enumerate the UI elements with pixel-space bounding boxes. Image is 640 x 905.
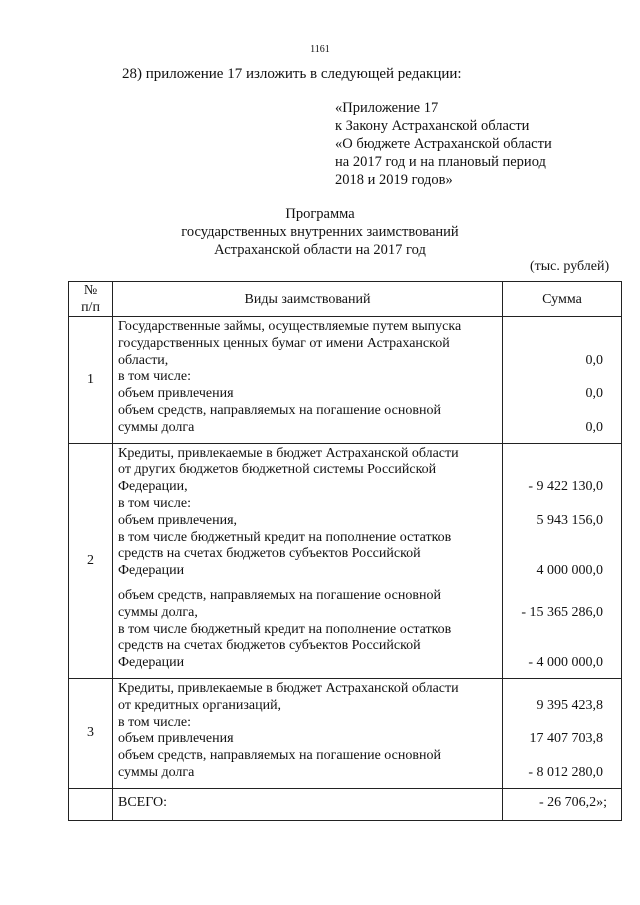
appendix-header — [335, 99, 552, 189]
amount-line: - 4 000 000,0 — [528, 655, 603, 671]
table-row — [69, 678, 622, 788]
description-line: в том числе бюджетный кредит на пополнение остатков — [118, 529, 452, 545]
description-line: Федерации — [118, 563, 185, 579]
description-line — [118, 580, 498, 588]
description-line: Федерации, — [118, 479, 188, 495]
description-line: от других бюджетов бюджетной системы Российской — [118, 462, 437, 478]
amount-line: 0,0 — [585, 352, 603, 368]
amount-line — [503, 496, 603, 513]
description-line: объем привлечения — [118, 731, 234, 747]
amount-line: 0,0 — [585, 386, 603, 402]
amount-line — [503, 446, 603, 463]
description-line: объем средств, направляемых на погашение основной — [118, 748, 441, 764]
total-num-cell — [69, 788, 113, 820]
total-sum: - 26 706,2»; — [503, 788, 622, 820]
description-line: от кредитных организаций, — [118, 697, 282, 713]
amount-line — [503, 546, 603, 563]
amount-line: 0,0 — [585, 419, 603, 435]
row-number: 1 — [69, 317, 113, 444]
title-line: Астраханской области на 2017 год — [214, 242, 426, 258]
amount-line — [503, 715, 603, 732]
description-line: области, — [118, 352, 169, 368]
amount-line — [503, 403, 603, 420]
row-number: 3 — [69, 678, 113, 788]
description-line: в том числе: — [118, 369, 191, 385]
total-row — [69, 788, 622, 820]
amount-line — [503, 530, 603, 547]
description-line: государственных ценных бумаг от имени Астраханской — [118, 335, 450, 351]
header-sum: Сумма — [503, 282, 622, 317]
description-line: объем привлечения — [118, 386, 234, 402]
header-num: № п/п — [69, 282, 113, 317]
page-number: 1161 — [310, 44, 330, 55]
units-label: (тыс. рублей) — [530, 259, 610, 274]
title-line: Программа — [285, 206, 355, 222]
appendix-line: «Приложение 17 — [335, 100, 439, 116]
amount-line — [503, 748, 603, 765]
description-line: суммы долга — [118, 764, 195, 780]
title-line: государственных внутренних заимствований — [181, 224, 459, 240]
amount-line — [503, 369, 603, 386]
table-row — [69, 317, 622, 444]
amount-line: - 8 012 280,0 — [528, 764, 603, 780]
amount-line: - 15 365 286,0 — [521, 604, 603, 620]
borrowing-table — [68, 281, 622, 821]
description-line: в том числе: — [118, 495, 191, 511]
amount-line — [503, 580, 603, 588]
row-amounts — [503, 443, 622, 678]
amount-line — [503, 638, 603, 655]
row-description — [113, 678, 503, 788]
amount-line: 17 407 703,8 — [529, 731, 603, 747]
appendix-line: «О бюджете Астраханской области — [335, 136, 552, 152]
description-line: в том числе бюджетный кредит на пополнение остатков — [118, 621, 452, 637]
row-number: 2 — [69, 443, 113, 678]
description-line: средств на счетах бюджетов субъектов Российской — [118, 546, 421, 562]
description-line: средств на счетах бюджетов субъектов Российской — [118, 638, 421, 654]
amount-line — [503, 319, 603, 336]
amount-line — [503, 681, 603, 698]
description-line: объем средств, направляемых на погашение основной — [118, 587, 441, 603]
appendix-line: на 2017 год и на плановый период — [335, 154, 546, 170]
amount-line: 5 943 156,0 — [536, 512, 603, 528]
description-line: Государственные займы, осуществляемые путем выпуска — [118, 319, 462, 334]
amount-line — [503, 588, 603, 605]
row-amounts — [503, 317, 622, 444]
description-line: суммы долга, — [118, 604, 198, 620]
amendment-intro: 28) приложение 17 изложить в следующей редакции: — [122, 66, 462, 82]
row-description — [113, 317, 503, 444]
description-line: объем привлечения, — [118, 512, 238, 528]
description-line: Кредиты, привлекаемые в бюджет Астраханской области — [118, 445, 459, 461]
appendix-line: 2018 и 2019 годов» — [335, 172, 453, 188]
row-amounts — [503, 678, 622, 788]
total-label: ВСЕГО: — [113, 788, 503, 820]
description-line: Кредиты, привлекаемые в бюджет Астраханской области — [118, 680, 459, 696]
amount-line — [503, 622, 603, 639]
amount-line: 9 395 423,8 — [536, 697, 603, 713]
description-line: суммы долга — [118, 419, 195, 435]
header-type: Виды заимствований — [113, 282, 503, 317]
row-description — [113, 443, 503, 678]
amount-line: - 9 422 130,0 — [528, 479, 603, 495]
amount-line — [503, 336, 603, 353]
document-title — [0, 205, 640, 259]
description-line: Федерации — [118, 655, 185, 671]
amount-line: 4 000 000,0 — [536, 563, 603, 579]
table-row — [69, 443, 622, 678]
table-header-row — [69, 282, 622, 317]
description-line: в том числе: — [118, 714, 191, 730]
description-line: объем средств, направляемых на погашение основной — [118, 402, 441, 418]
appendix-line: к Закону Астраханской области — [335, 118, 530, 134]
amount-line — [503, 462, 603, 479]
